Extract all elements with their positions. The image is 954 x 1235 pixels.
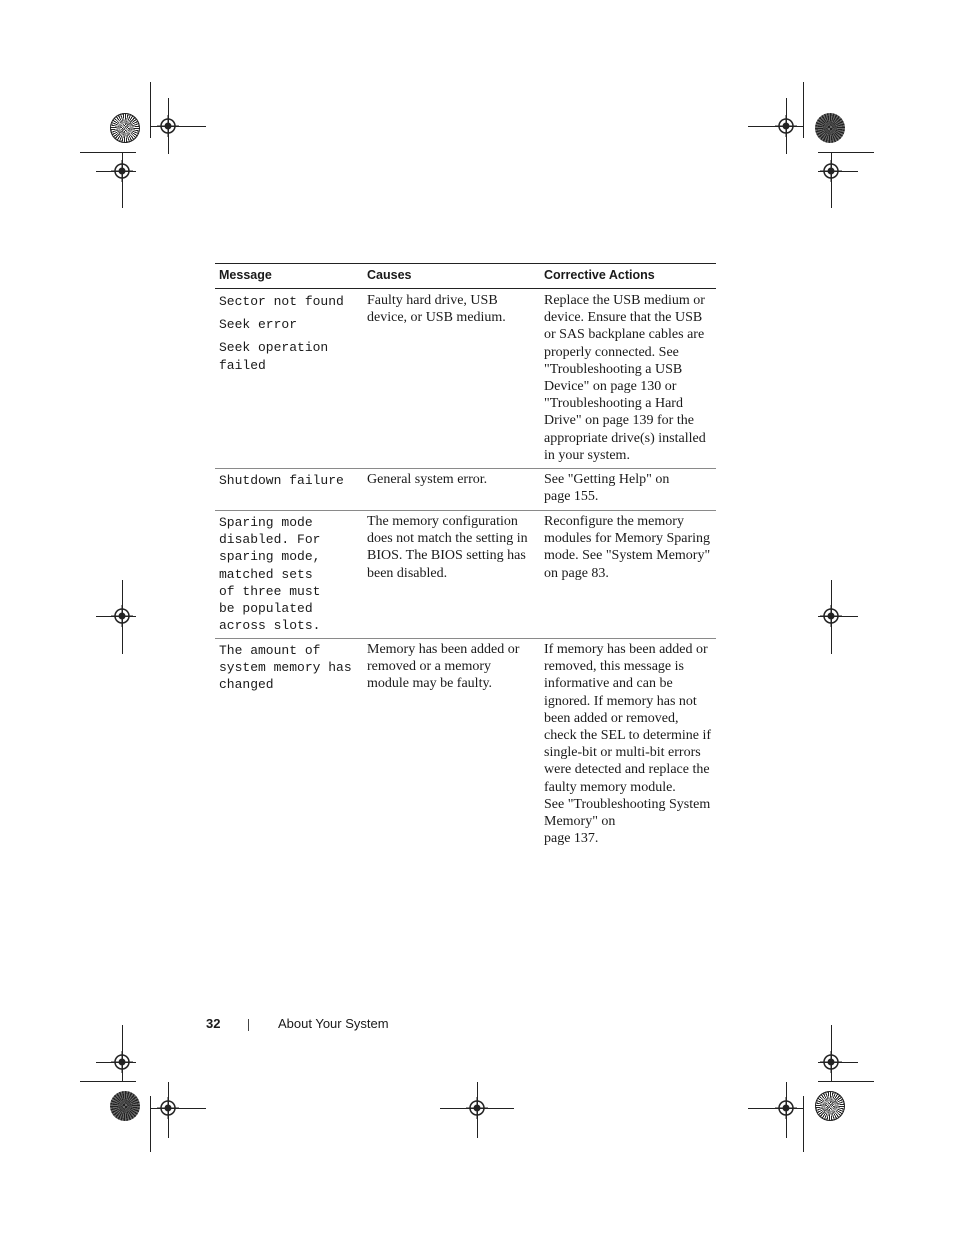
registration-target-icon (820, 160, 842, 182)
cause-cell: Memory has been added or removed or a memory module may be faulty. (367, 642, 520, 692)
registration-starburst-icon (110, 113, 140, 143)
registration-target-icon (111, 1051, 133, 1073)
cause-cell: General system error. (367, 472, 488, 487)
message-cell (215, 289, 363, 469)
action-cell: If memory has been added or removed, this message is informative and can be ignored. If memory has not been added or removed, check the SEL to determine if single-bit or multi-bit errors were detected and replace the faulty memory module. See "Troubleshooting System Memory" on page 137. (544, 642, 712, 847)
cause-cell: Faulty hard drive, USB device, or USB medium. (367, 293, 506, 326)
action-cell: See "Getting Help" on page 155. (544, 472, 670, 505)
message-cell (215, 469, 363, 511)
action-cell: Reconfigure the memory modules for Memory Sparing mode. See "System Memory" on page 83. (544, 514, 711, 581)
table-body (215, 289, 716, 867)
footer-divider (248, 1019, 249, 1031)
message-text: Seek error (219, 317, 298, 333)
message-cell (215, 639, 363, 867)
registration-target-icon (157, 1097, 179, 1119)
registration-starburst-icon (110, 1091, 140, 1121)
table-row (215, 639, 716, 867)
table-header (215, 264, 716, 289)
header-message: Message (219, 268, 272, 282)
registration-target-icon (111, 160, 133, 182)
crop-mark-line (818, 152, 874, 153)
crop-mark-line (803, 1096, 804, 1152)
action-cell: Replace the USB medium or device. Ensure that the USB or SAS backplane cables are properly connected. See "Troubleshooting a USB Device" on page 130 or "Troubleshooting a Hard Drive" on page 139 for the appropriate drive(s) installed in your system. (544, 293, 706, 463)
cause-cell: The memory configuration does not match the setting in BIOS. The BIOS setting has been disabled. (367, 514, 528, 581)
crop-mark-line (818, 1081, 874, 1082)
message-text: Sparing mode disabled. For sparing mode, matched sets of three must be populated across slots. (219, 515, 321, 634)
registration-target-icon (820, 605, 842, 627)
registration-starburst-icon (815, 113, 845, 143)
table-row (215, 469, 716, 511)
header-corrective-actions: Corrective Actions (544, 268, 655, 282)
crop-mark-line (80, 152, 136, 153)
table (215, 263, 716, 867)
registration-target-icon (466, 1097, 488, 1119)
table-row (215, 511, 716, 639)
header-causes: Causes (367, 268, 412, 282)
message-text: Seek operation failed (219, 340, 329, 373)
page-number: 32 (206, 1016, 221, 1031)
registration-target-icon (820, 1051, 842, 1073)
table-row (215, 289, 716, 469)
message-text: Sector not found (219, 294, 344, 309)
error-messages-table (215, 263, 716, 867)
registration-starburst-icon (815, 1091, 845, 1121)
registration-target-icon (775, 1097, 797, 1119)
crop-mark-line (150, 1096, 151, 1152)
registration-target-icon (157, 115, 179, 137)
registration-target-icon (111, 605, 133, 627)
header-row (215, 264, 716, 289)
message-text: The amount of system memory has changed (219, 643, 352, 693)
crop-mark-line (150, 82, 151, 138)
registration-target-icon (775, 115, 797, 137)
section-title: About Your System (278, 1016, 389, 1031)
crop-mark-line (80, 1081, 136, 1082)
message-text: Shutdown failure (219, 473, 344, 488)
crop-mark-line (803, 82, 804, 138)
message-cell (215, 511, 363, 639)
